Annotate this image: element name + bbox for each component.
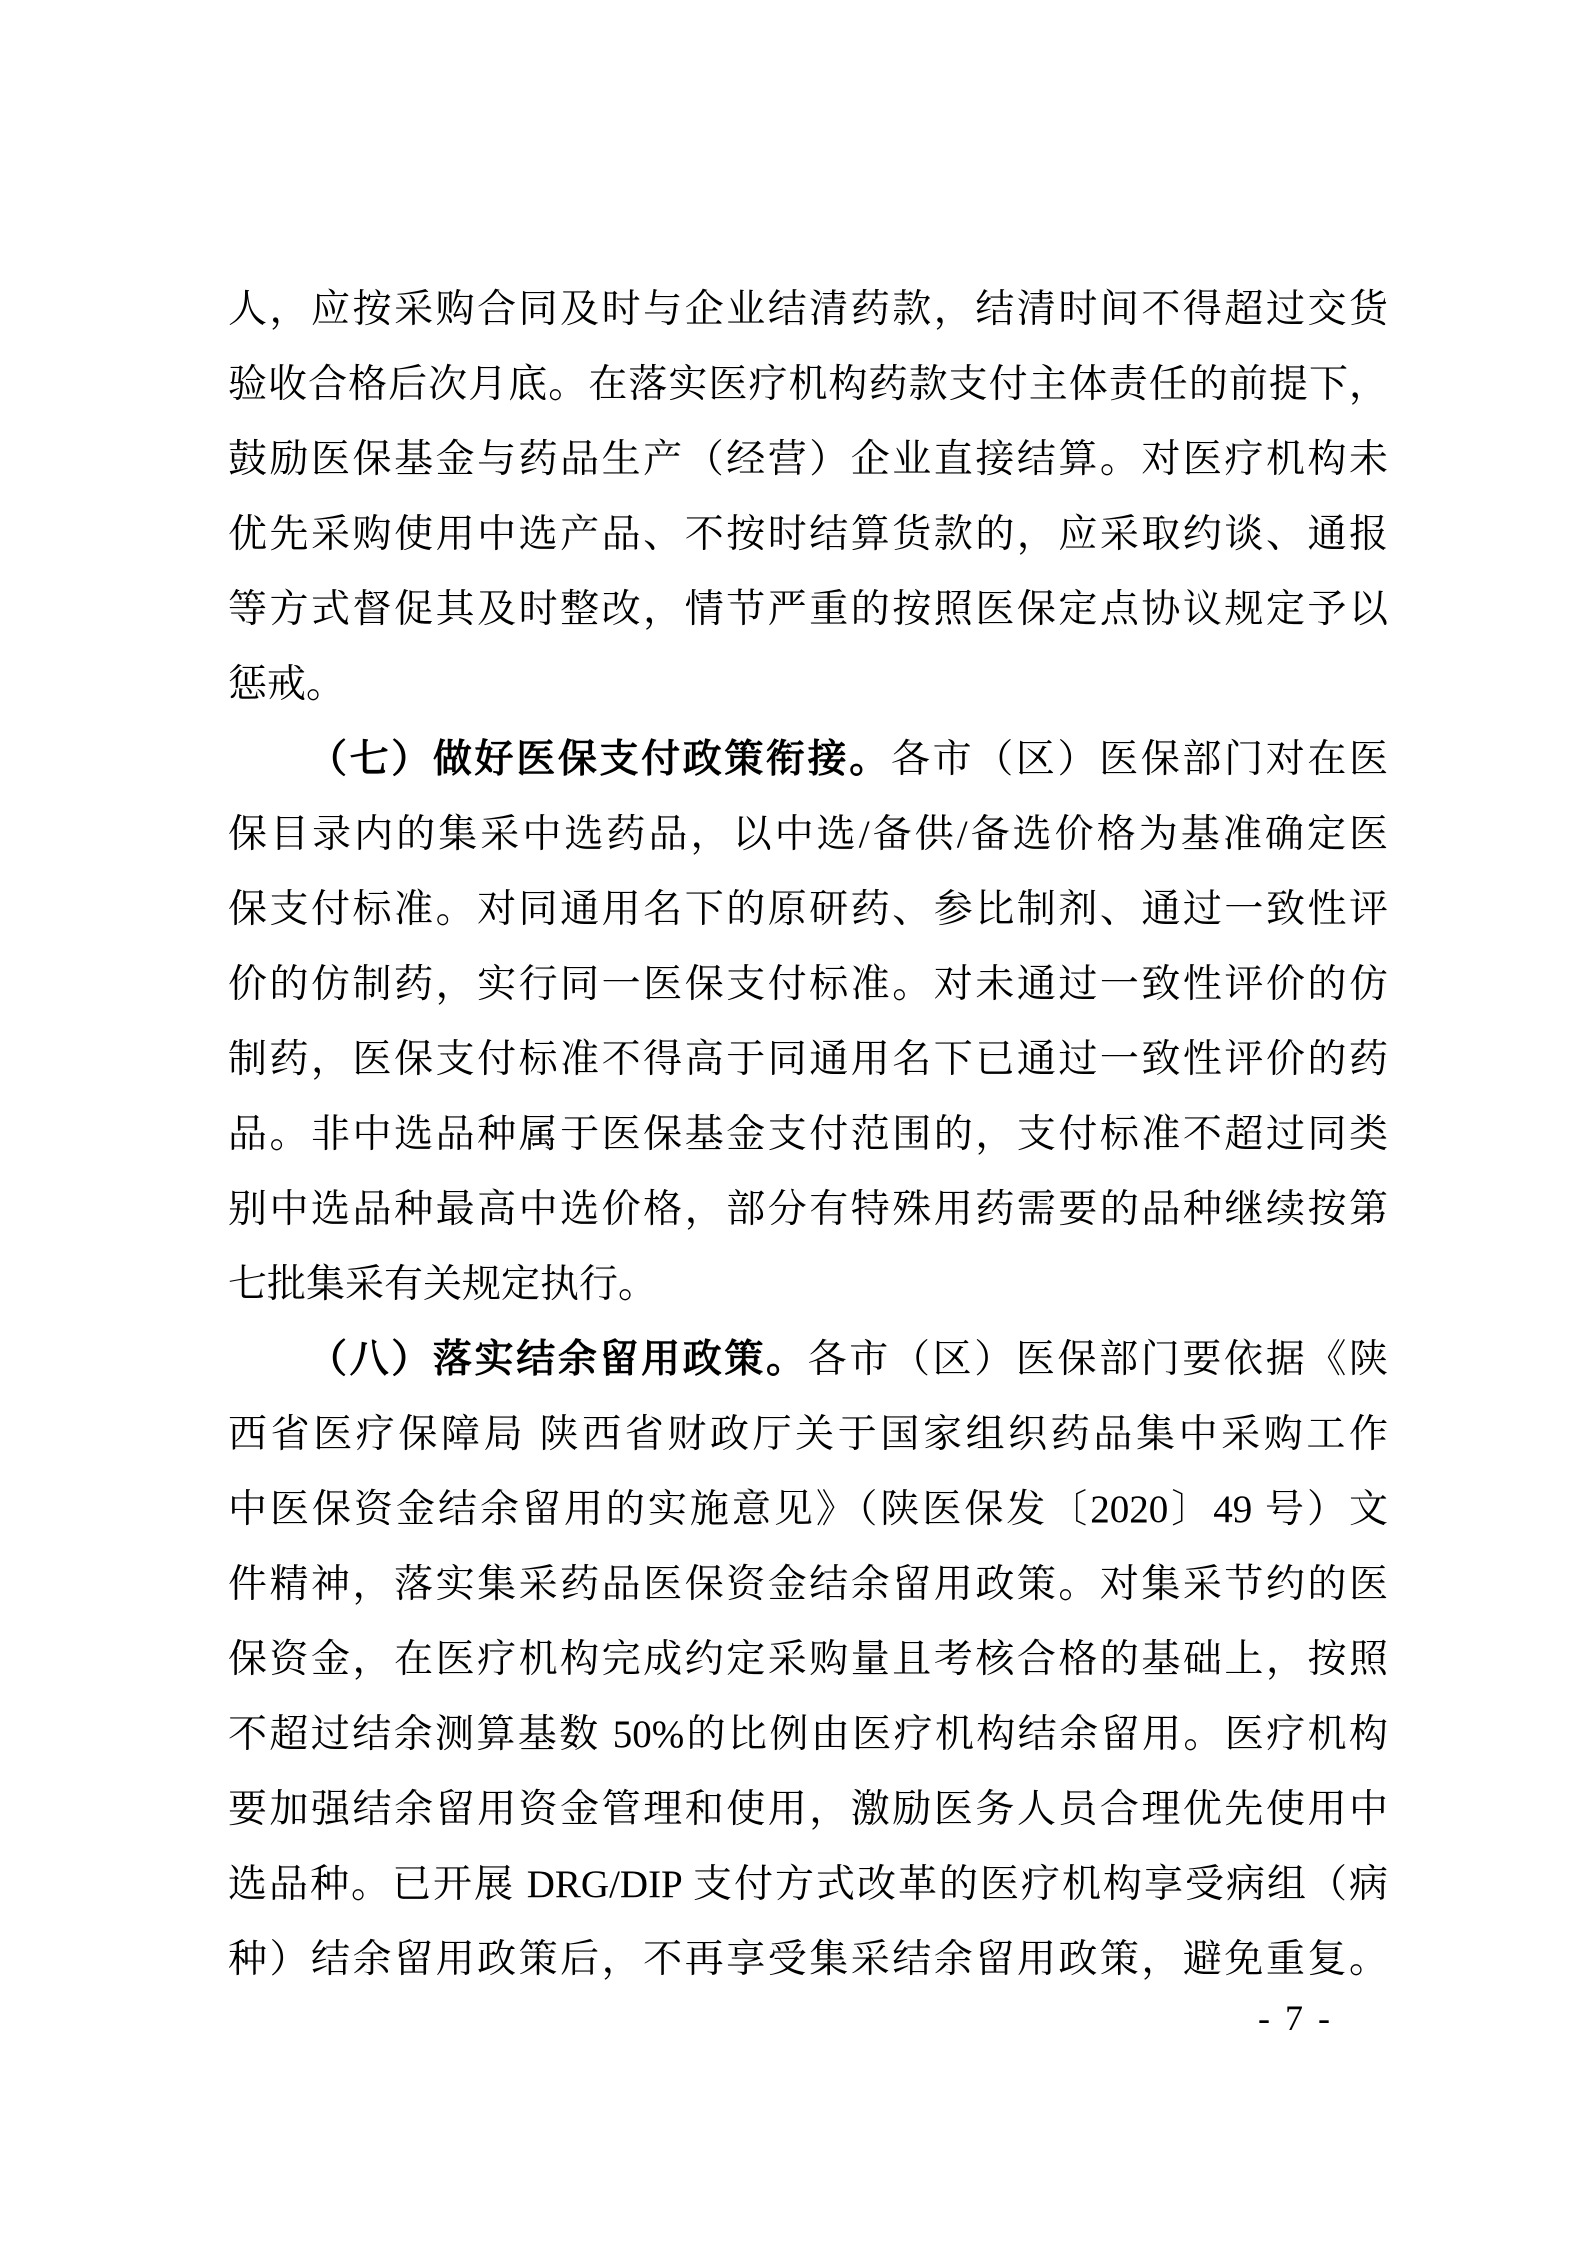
text-line: 要加强结余留用资金管理和使用，激励医务人员合理优先使用中: [228, 1788, 1388, 1831]
text-run: 各市（区）医保部门对在医: [890, 738, 1388, 781]
document-body: [228, 272, 1388, 1997]
text-line: 保目录内的集采中选药品，以中选/备供/备选价格为基准确定医: [228, 813, 1388, 856]
text-line: 优先采购使用中选产品、不按时结算货款的，应采取约谈、通报: [228, 513, 1388, 556]
text-line: 品。非中选品种属于医保基金支付范围的，支付标准不超过同类: [228, 1113, 1388, 1156]
text-line: 等方式督促其及时整改，情节严重的按照医保定点协议规定予以: [228, 588, 1388, 631]
section-heading: （八）落实结余留用政策。: [308, 1338, 808, 1381]
text-line: 保支付标准。对同通用名下的原研药、参比制剂、通过一致性评: [228, 888, 1388, 931]
page-number: - 7 -: [1258, 1998, 1333, 2038]
paragraph-section-7: [228, 722, 1388, 1322]
paragraph-section-8: [228, 1322, 1388, 1997]
text-line: 鼓励医保基金与药品生产（经营）企业直接结算。对医疗机构未: [228, 438, 1388, 481]
text-line: 惩戒。: [228, 663, 346, 706]
text-line: [228, 722, 1388, 797]
text-line: 不超过结余测算基数 50%的比例由医疗机构结余留用。医疗机构: [228, 1713, 1388, 1756]
text-line: [228, 1322, 1388, 1397]
text-line: 种）结余留用政策后，不再享受集采结余留用政策，避免重复。: [228, 1938, 1388, 1981]
text-line: 七批集采有关规定执行。: [228, 1263, 658, 1306]
text-line: 别中选品种最高中选价格，部分有特殊用药需要的品种继续按第: [228, 1188, 1388, 1231]
text-line: 件精神，落实集采药品医保资金结余留用政策。对集采节约的医: [228, 1563, 1388, 1606]
text-run: 各市（区）医保部门要依据《陕: [807, 1338, 1388, 1381]
text-line: 人，应按采购合同及时与企业结清药款，结清时间不得超过交货: [228, 288, 1388, 331]
text-line: 选品种。已开展 DRG/DIP 支付方式改革的医疗机构享受病组（病: [228, 1863, 1388, 1906]
text-line: 中医保资金结余留用的实施意见》（陕医保发〔2020〕49 号）文: [228, 1488, 1388, 1531]
text-line: 价的仿制药，实行同一医保支付标准。对未通过一致性评价的仿: [228, 963, 1388, 1006]
text-line: 制药，医保支付标准不得高于同通用名下已通过一致性评价的药: [228, 1038, 1388, 1081]
text-line: 西省医疗保障局 陕西省财政厅关于国家组织药品集中采购工作: [228, 1413, 1388, 1456]
section-heading: （七）做好医保支付政策衔接。: [308, 738, 891, 781]
paragraph-continuation: [228, 272, 1388, 722]
text-line: 保资金，在医疗机构完成约定采购量且考核合格的基础上，按照: [228, 1638, 1388, 1681]
text-line: 验收合格后次月底。在落实医疗机构药款支付主体责任的前提下，: [228, 363, 1388, 406]
